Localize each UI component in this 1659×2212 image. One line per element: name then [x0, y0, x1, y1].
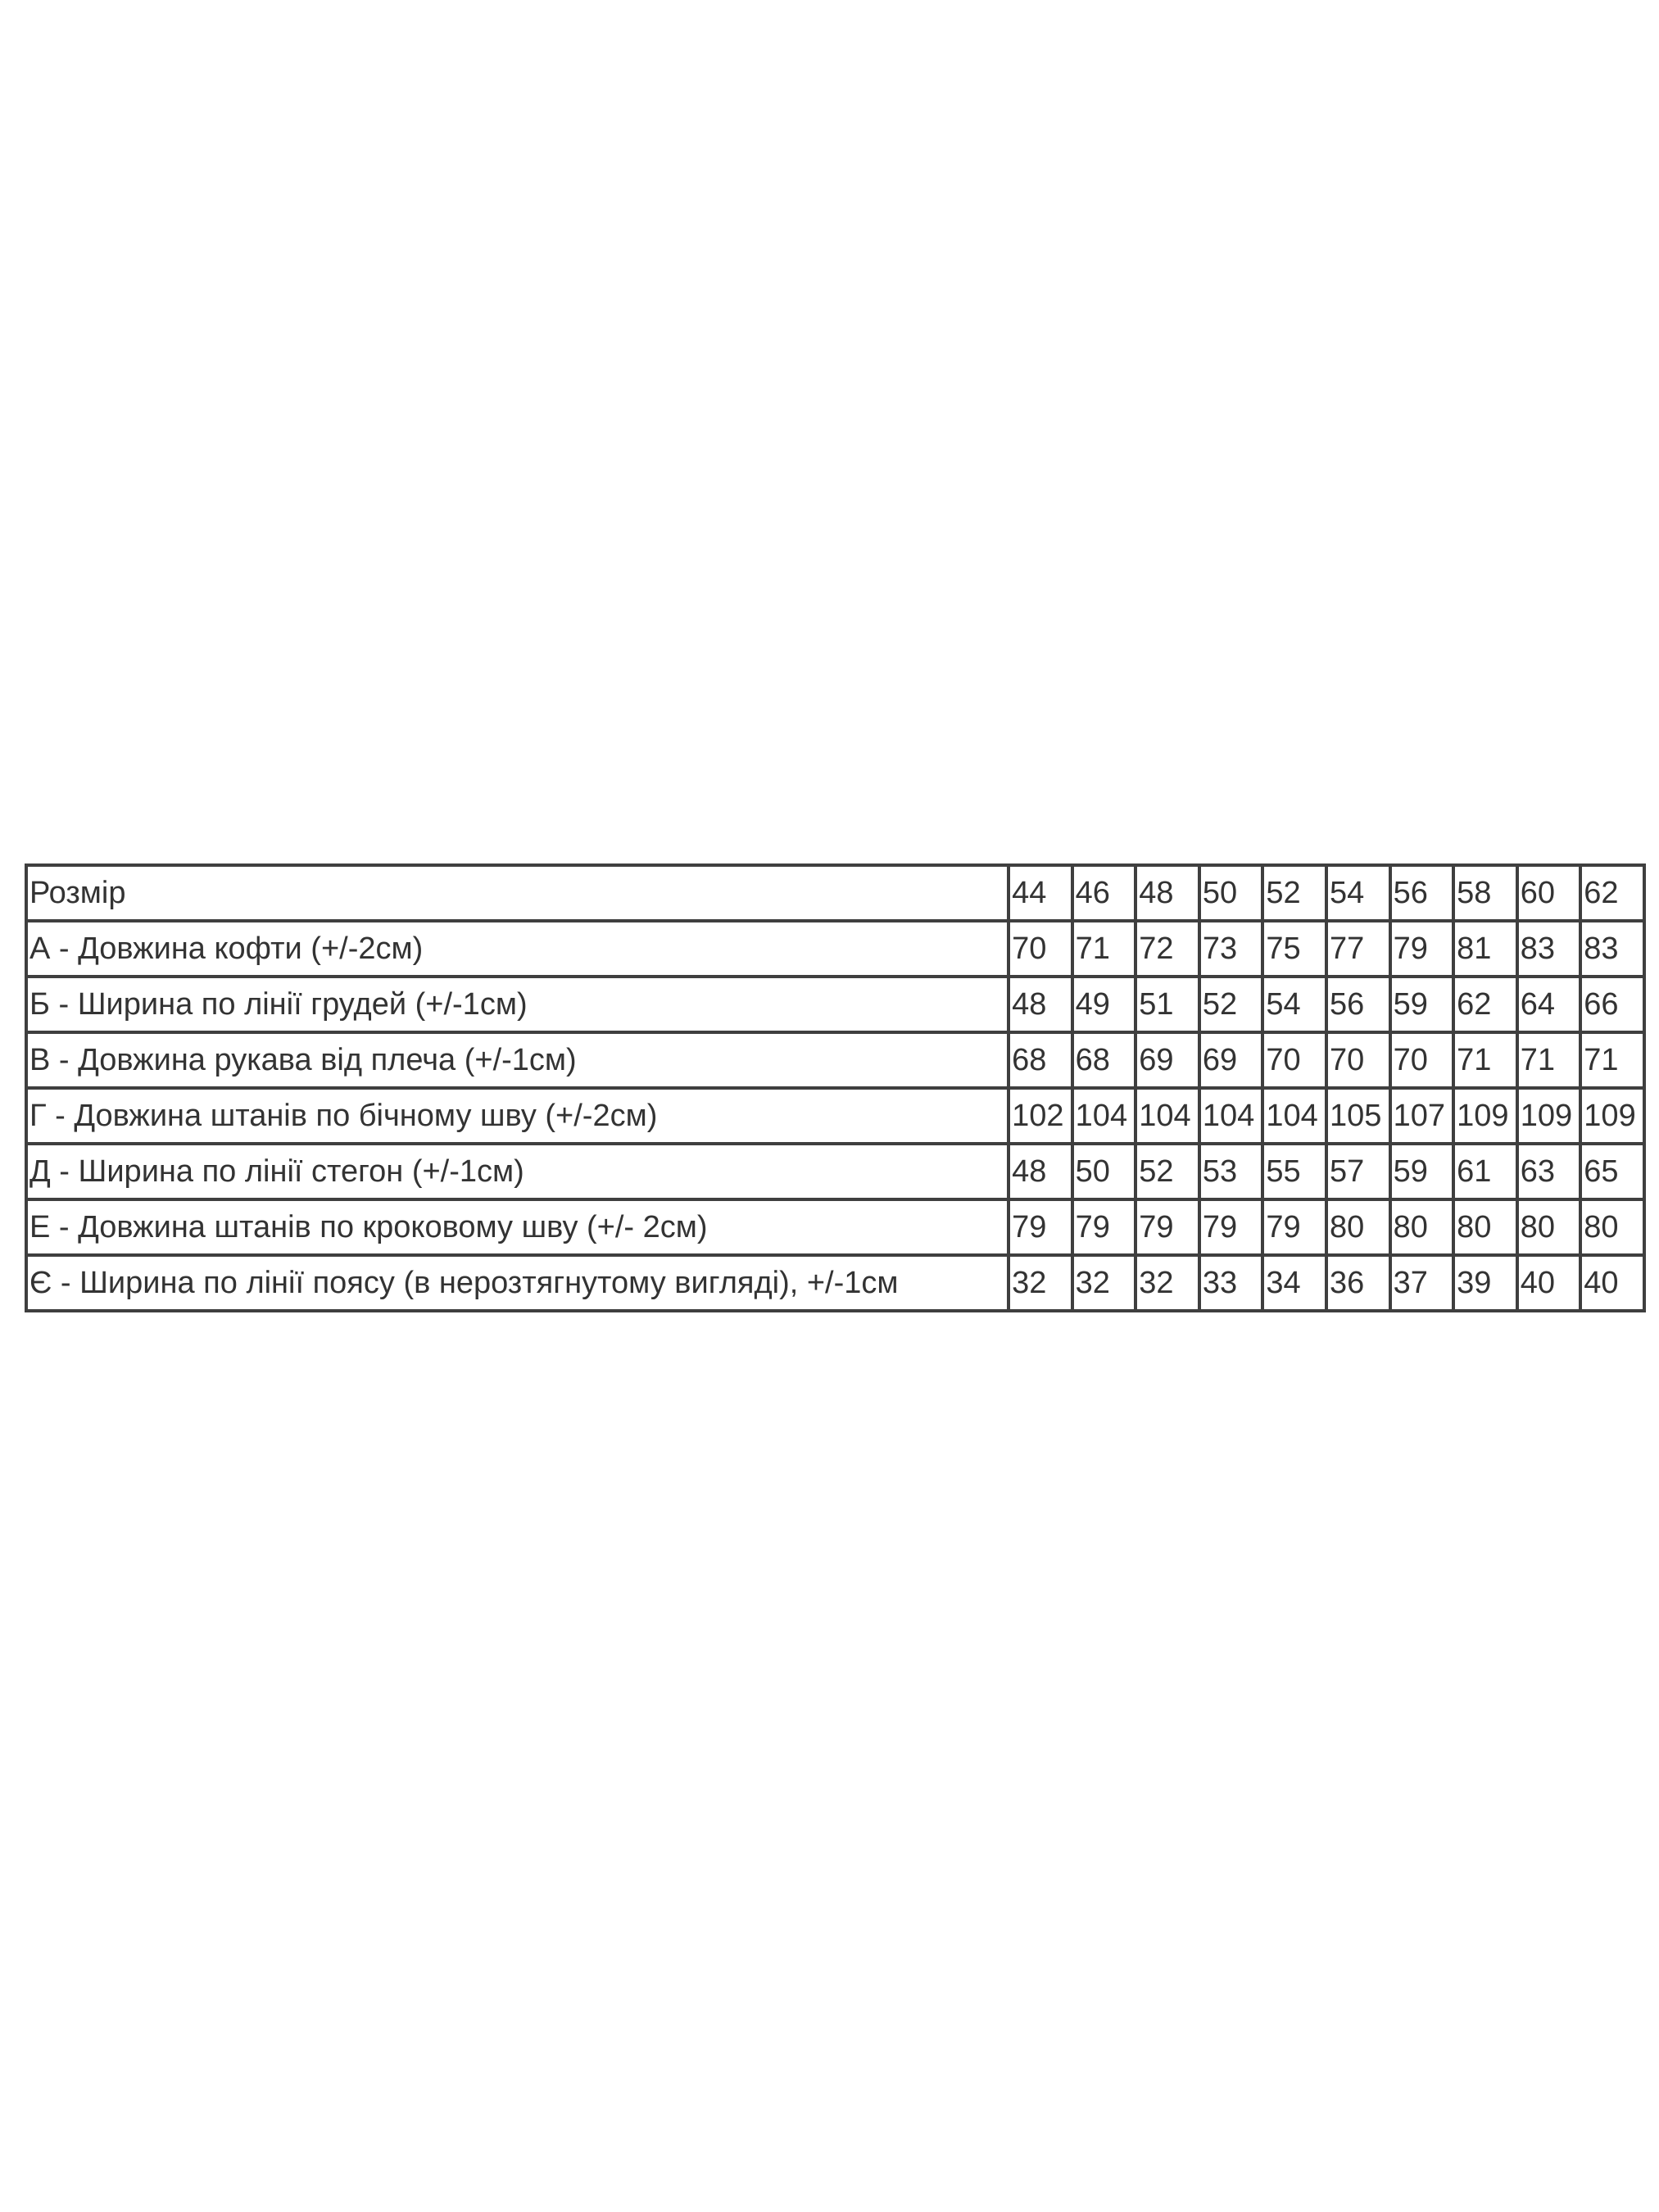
measurement-value-cell: 75: [1262, 921, 1326, 977]
measurement-value-cell: 79: [1262, 1199, 1326, 1255]
measurement-value-cell: 50: [1072, 1144, 1136, 1199]
measurement-value-cell: 49: [1072, 977, 1136, 1032]
measurement-value-cell: 70: [1009, 921, 1072, 977]
measurement-value-cell: 72: [1135, 921, 1199, 977]
table-row: [26, 1199, 1644, 1255]
measurement-value-cell: 104: [1199, 1088, 1263, 1144]
table-row: [26, 1088, 1644, 1144]
measurement-value-cell: 70: [1262, 1032, 1326, 1088]
measurement-label-cell: Г - Довжина штанів по бічному шву (+/-2см): [26, 1088, 1009, 1144]
measurement-value-cell: 70: [1390, 1032, 1454, 1088]
measurement-value-cell: 68: [1009, 1032, 1072, 1088]
measurement-value-cell: 79: [1009, 1199, 1072, 1255]
measurement-value-cell: 83: [1580, 921, 1644, 977]
measurement-value-cell: 79: [1135, 1199, 1199, 1255]
header-size-cell: 62: [1580, 865, 1644, 921]
measurement-label-cell: Б - Ширина по лінії грудей (+/-1см): [26, 977, 1009, 1032]
measurement-value-cell: 79: [1072, 1199, 1136, 1255]
measurement-value-cell: 80: [1390, 1199, 1454, 1255]
measurement-value-cell: 69: [1199, 1032, 1263, 1088]
measurement-value-cell: 104: [1135, 1088, 1199, 1144]
header-size-cell: 52: [1262, 865, 1326, 921]
measurement-value-cell: 59: [1390, 977, 1454, 1032]
measurement-value-cell: 71: [1580, 1032, 1644, 1088]
measurement-value-cell: 102: [1009, 1088, 1072, 1144]
measurement-value-cell: 109: [1453, 1088, 1517, 1144]
header-size-cell: 44: [1009, 865, 1072, 921]
measurement-value-cell: 68: [1072, 1032, 1136, 1088]
measurement-value-cell: 64: [1517, 977, 1581, 1032]
measurement-value-cell: 109: [1580, 1088, 1644, 1144]
measurement-value-cell: 62: [1453, 977, 1517, 1032]
measurement-value-cell: 109: [1517, 1088, 1581, 1144]
measurement-value-cell: 81: [1453, 921, 1517, 977]
measurement-value-cell: 36: [1326, 1255, 1390, 1311]
measurement-value-cell: 52: [1135, 1144, 1199, 1199]
measurement-value-cell: 32: [1072, 1255, 1136, 1311]
measurement-value-cell: 53: [1199, 1144, 1263, 1199]
measurement-value-cell: 55: [1262, 1144, 1326, 1199]
measurement-value-cell: 66: [1580, 977, 1644, 1032]
measurement-value-cell: 33: [1199, 1255, 1263, 1311]
measurement-value-cell: 54: [1262, 977, 1326, 1032]
table-row: [26, 1032, 1644, 1088]
size-chart-table: [25, 863, 1646, 1312]
measurement-label-cell: В - Довжина рукава від плеча (+/-1см): [26, 1032, 1009, 1088]
table-row: [26, 921, 1644, 977]
measurement-value-cell: 107: [1390, 1088, 1454, 1144]
measurement-value-cell: 80: [1580, 1199, 1644, 1255]
measurement-value-cell: 48: [1009, 977, 1072, 1032]
header-size-cell: 54: [1326, 865, 1390, 921]
measurement-value-cell: 105: [1326, 1088, 1390, 1144]
table-row: [26, 977, 1644, 1032]
header-label-cell: Розмір: [26, 865, 1009, 921]
measurement-value-cell: 32: [1135, 1255, 1199, 1311]
measurement-value-cell: 104: [1262, 1088, 1326, 1144]
measurement-value-cell: 52: [1199, 977, 1263, 1032]
measurement-value-cell: 71: [1517, 1032, 1581, 1088]
measurement-value-cell: 57: [1326, 1144, 1390, 1199]
measurement-value-cell: 65: [1580, 1144, 1644, 1199]
header-size-cell: 48: [1135, 865, 1199, 921]
measurement-value-cell: 83: [1517, 921, 1581, 977]
measurement-label-cell: Е - Довжина штанів по кроковому шву (+/- 2см): [26, 1199, 1009, 1255]
measurement-value-cell: 69: [1135, 1032, 1199, 1088]
measurement-value-cell: 34: [1262, 1255, 1326, 1311]
measurement-value-cell: 32: [1009, 1255, 1072, 1311]
measurement-value-cell: 80: [1326, 1199, 1390, 1255]
table-header-row: [26, 865, 1644, 921]
measurement-value-cell: 80: [1517, 1199, 1581, 1255]
measurement-value-cell: 37: [1390, 1255, 1454, 1311]
header-size-cell: 58: [1453, 865, 1517, 921]
measurement-value-cell: 104: [1072, 1088, 1136, 1144]
measurement-value-cell: 79: [1390, 921, 1454, 977]
measurement-value-cell: 59: [1390, 1144, 1454, 1199]
measurement-value-cell: 51: [1135, 977, 1199, 1032]
measurement-value-cell: 79: [1199, 1199, 1263, 1255]
measurement-value-cell: 80: [1453, 1199, 1517, 1255]
measurement-value-cell: 56: [1326, 977, 1390, 1032]
header-size-cell: 46: [1072, 865, 1136, 921]
measurement-value-cell: 77: [1326, 921, 1390, 977]
measurement-value-cell: 39: [1453, 1255, 1517, 1311]
measurement-value-cell: 61: [1453, 1144, 1517, 1199]
table-row: [26, 1144, 1644, 1199]
size-chart-body: [26, 865, 1644, 1311]
measurement-value-cell: 71: [1072, 921, 1136, 977]
measurement-label-cell: Є - Ширина по лінії поясу (в нерозтягнутому вигляді), +/-1см: [26, 1255, 1009, 1311]
table-row: [26, 1255, 1644, 1311]
header-size-cell: 60: [1517, 865, 1581, 921]
measurement-value-cell: 40: [1580, 1255, 1644, 1311]
measurement-value-cell: 40: [1517, 1255, 1581, 1311]
measurement-label-cell: Д - Ширина по лінії стегон (+/-1см): [26, 1144, 1009, 1199]
measurement-value-cell: 70: [1326, 1032, 1390, 1088]
header-size-cell: 56: [1390, 865, 1454, 921]
measurement-label-cell: А - Довжина кофти (+/-2см): [26, 921, 1009, 977]
measurement-value-cell: 48: [1009, 1144, 1072, 1199]
measurement-value-cell: 63: [1517, 1144, 1581, 1199]
header-size-cell: 50: [1199, 865, 1263, 921]
measurement-value-cell: 73: [1199, 921, 1263, 977]
measurement-value-cell: 71: [1453, 1032, 1517, 1088]
